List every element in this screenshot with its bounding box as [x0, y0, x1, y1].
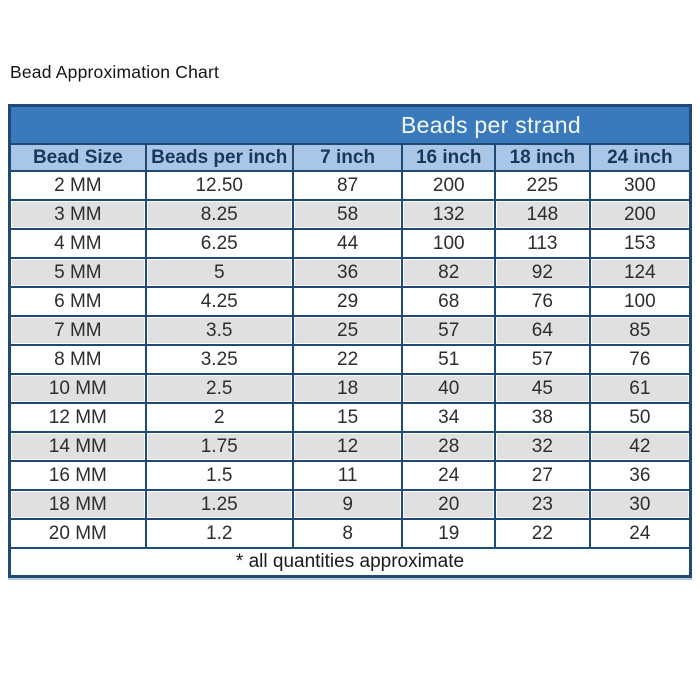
quantity-cell: 42 [590, 432, 691, 461]
col-header-bead-size: Bead Size [10, 144, 146, 171]
quantity-cell: 24 [590, 519, 691, 548]
quantity-cell: 100 [402, 229, 495, 258]
footnote-row [10, 548, 691, 577]
bead-size-cell: 20 MM [10, 519, 146, 548]
quantity-cell: 1.25 [146, 490, 293, 519]
table-row [10, 519, 691, 548]
bead-size-cell: 18 MM [10, 490, 146, 519]
quantity-cell: 64 [495, 316, 590, 345]
quantity-cell: 19 [402, 519, 495, 548]
table-row [10, 461, 691, 490]
quantity-cell: 38 [495, 403, 590, 432]
quantity-cell: 148 [495, 200, 590, 229]
bead-size-cell: 3 MM [10, 200, 146, 229]
quantity-cell: 5 [146, 258, 293, 287]
quantity-cell: 124 [590, 258, 691, 287]
quantity-cell: 18 [293, 374, 403, 403]
quantity-cell: 92 [495, 258, 590, 287]
quantity-cell: 20 [402, 490, 495, 519]
quantity-cell: 12.50 [146, 171, 293, 200]
table-row [10, 432, 691, 461]
strand-header-cell [10, 106, 691, 145]
quantity-cell: 1.2 [146, 519, 293, 548]
quantity-cell: 68 [402, 287, 495, 316]
quantity-cell: 23 [495, 490, 590, 519]
quantity-cell: 113 [495, 229, 590, 258]
table-row [10, 403, 691, 432]
quantity-cell: 200 [590, 200, 691, 229]
bead-size-cell: 5 MM [10, 258, 146, 287]
bead-size-cell: 14 MM [10, 432, 146, 461]
quantity-cell: 36 [590, 461, 691, 490]
col-header-beads-per-inch: Beads per inch [146, 144, 293, 171]
table-row [10, 171, 691, 200]
quantity-cell: 45 [495, 374, 590, 403]
quantity-cell: 57 [495, 345, 590, 374]
quantity-cell: 76 [590, 345, 691, 374]
quantity-cell: 8 [293, 519, 403, 548]
quantity-cell: 15 [293, 403, 403, 432]
quantity-cell: 3.25 [146, 345, 293, 374]
bead-size-cell: 7 MM [10, 316, 146, 345]
bead-size-cell: 6 MM [10, 287, 146, 316]
quantity-cell: 11 [293, 461, 403, 490]
quantity-cell: 100 [590, 287, 691, 316]
quantity-cell: 300 [590, 171, 691, 200]
quantity-cell: 8.25 [146, 200, 293, 229]
table-body [10, 171, 691, 548]
quantity-cell: 44 [293, 229, 403, 258]
table-row [10, 229, 691, 258]
quantity-cell: 12 [293, 432, 403, 461]
quantity-cell: 27 [495, 461, 590, 490]
column-header-row [10, 144, 691, 171]
quantity-cell: 29 [293, 287, 403, 316]
quantity-cell: 2 [146, 403, 293, 432]
quantity-cell: 82 [402, 258, 495, 287]
quantity-cell: 85 [590, 316, 691, 345]
quantity-cell: 24 [402, 461, 495, 490]
table-row [10, 200, 691, 229]
quantity-cell: 22 [293, 345, 403, 374]
bead-size-cell: 12 MM [10, 403, 146, 432]
col-header-7-inch: 7 inch [293, 144, 403, 171]
table-row [10, 287, 691, 316]
table-row [10, 374, 691, 403]
bead-size-cell: 10 MM [10, 374, 146, 403]
quantity-cell: 3.5 [146, 316, 293, 345]
bead-size-cell: 8 MM [10, 345, 146, 374]
quantity-cell: 51 [402, 345, 495, 374]
quantity-cell: 22 [495, 519, 590, 548]
quantity-cell: 9 [293, 490, 403, 519]
strand-header-row [10, 106, 691, 145]
bead-size-cell: 16 MM [10, 461, 146, 490]
table-row [10, 258, 691, 287]
quantity-cell: 32 [495, 432, 590, 461]
bead-size-cell: 2 MM [10, 171, 146, 200]
quantity-cell: 76 [495, 287, 590, 316]
quantity-cell: 28 [402, 432, 495, 461]
quantity-cell: 58 [293, 200, 403, 229]
table-row [10, 490, 691, 519]
quantity-cell: 34 [402, 403, 495, 432]
quantity-cell: 2.5 [146, 374, 293, 403]
quantity-cell: 225 [495, 171, 590, 200]
quantity-cell: 57 [402, 316, 495, 345]
footnote-cell: * all quantities approximate [10, 548, 691, 577]
quantity-cell: 40 [402, 374, 495, 403]
quantity-cell: 61 [590, 374, 691, 403]
col-header-18-inch: 18 inch [495, 144, 590, 171]
quantity-cell: 4.25 [146, 287, 293, 316]
quantity-cell: 132 [402, 200, 495, 229]
quantity-cell: 87 [293, 171, 403, 200]
quantity-cell: 36 [293, 258, 403, 287]
bead-approximation-table [8, 104, 692, 578]
strand-header-label: Beads per strand [401, 111, 581, 138]
col-header-16-inch: 16 inch [402, 144, 495, 171]
quantity-cell: 200 [402, 171, 495, 200]
table-row [10, 345, 691, 374]
quantity-cell: 153 [590, 229, 691, 258]
page-title: Bead Approximation Chart [10, 62, 220, 82]
col-header-24-inch: 24 inch [590, 144, 691, 171]
table-row [10, 316, 691, 345]
bead-size-cell: 4 MM [10, 229, 146, 258]
quantity-cell: 30 [590, 490, 691, 519]
quantity-cell: 50 [590, 403, 691, 432]
quantity-cell: 25 [293, 316, 403, 345]
quantity-cell: 6.25 [146, 229, 293, 258]
quantity-cell: 1.5 [146, 461, 293, 490]
quantity-cell: 1.75 [146, 432, 293, 461]
